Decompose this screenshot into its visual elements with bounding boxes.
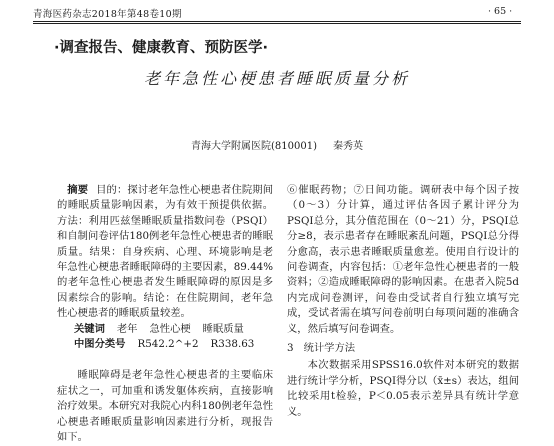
- keyword-item: 老年: [116, 322, 138, 335]
- heading-number: 3: [287, 342, 294, 355]
- header-rule-thin: [33, 23, 521, 24]
- keyword-item: 睡眠质量: [202, 322, 244, 335]
- affiliation: 青海大学附属医院(810001): [191, 141, 317, 152]
- author-line: [0, 137, 554, 152]
- classification-code: R338.63: [210, 338, 255, 351]
- keywords-label: 关键词: [74, 322, 105, 335]
- keywords-row: [74, 322, 273, 337]
- abstract-label: 摘要: [67, 184, 89, 196]
- classification-code: R542.2^+2: [137, 338, 199, 351]
- page-number: · 65 ·: [488, 6, 513, 17]
- section-heading-statistics: [287, 341, 519, 356]
- running-header: [0, 0, 554, 22]
- section-title: ·调查报告、健康教育、预防医学·: [54, 40, 269, 56]
- intro-paragraph: 睡眠障碍是老年急性心梗患者的主要临床症状之一，可加重和诱发躯体疾病，直接影响治疗效果。本研究对我院心内科180例老年急性心梗患者睡眠质量影响因素进行分析，现报告如下。: [57, 369, 273, 444]
- journal-name: 青海医药杂志2018年第48卷10期: [33, 9, 182, 20]
- abstract-block: [57, 183, 273, 322]
- methods-paragraph: ⑥催眠药物；⑦日间功能。调研表中每个因子按（0～3）分计算，通过评估各因子累计评分为PSQI总分，其分值范围在（0～21）分，PSQI总分≥8，表示患者存在睡眠紊乱问题，PSQI总分得分愈高，表示患者睡眠质量愈差。使用自行设计的问卷调查，内容包括：①老年急性心梗患者的一般资料；②造成睡眠障碍的影响因素。在患者入院5d内完成问卷测评，问卷由受试者自行独立填写完成，受试者需在填写问卷前明白每项问题的准确含义，然后填写问卷调查。: [287, 184, 519, 335]
- article-title: 老年急性心梗患者睡眠质量分析: [143, 69, 410, 88]
- classification-label: 中图分类号: [74, 338, 126, 351]
- header-rule-thick: [33, 21, 521, 22]
- left-column: [57, 183, 273, 446]
- author-name: 秦秀英: [332, 141, 363, 152]
- keyword-item: 急性心梗: [149, 322, 191, 335]
- keyword-block: [57, 322, 273, 353]
- heading-text: 统计学方法: [303, 342, 356, 355]
- statistics-paragraph: 本次数据采用SPSS16.0软件对本研究的数据进行统计学分析，PSQI得分以（x̄±s）表达，组间比较采用t检验，P＜0.05表示差异具有统计学意义。: [287, 359, 519, 418]
- abstract-text: 目的：探讨老年急性心梗患者住院期间的睡眠质量影响因素，为有效干预提供依据。方法：利用匹兹堡睡眠质量指数问卷（PSQI）和自制问卷评估180例老年急性心梗患者的睡眠质量。结果：自身疾病、心理、环境影响是老年急性心梗患者睡眠障碍的主要因素，89.44%的老年急性心梗患者发生睡眠障碍的原因是多因素综合的影响。结论：在住院期间，老年急性心梗患者的睡眠质量较差。: [57, 184, 274, 320]
- right-column: [287, 183, 519, 420]
- classification-row: [74, 337, 273, 352]
